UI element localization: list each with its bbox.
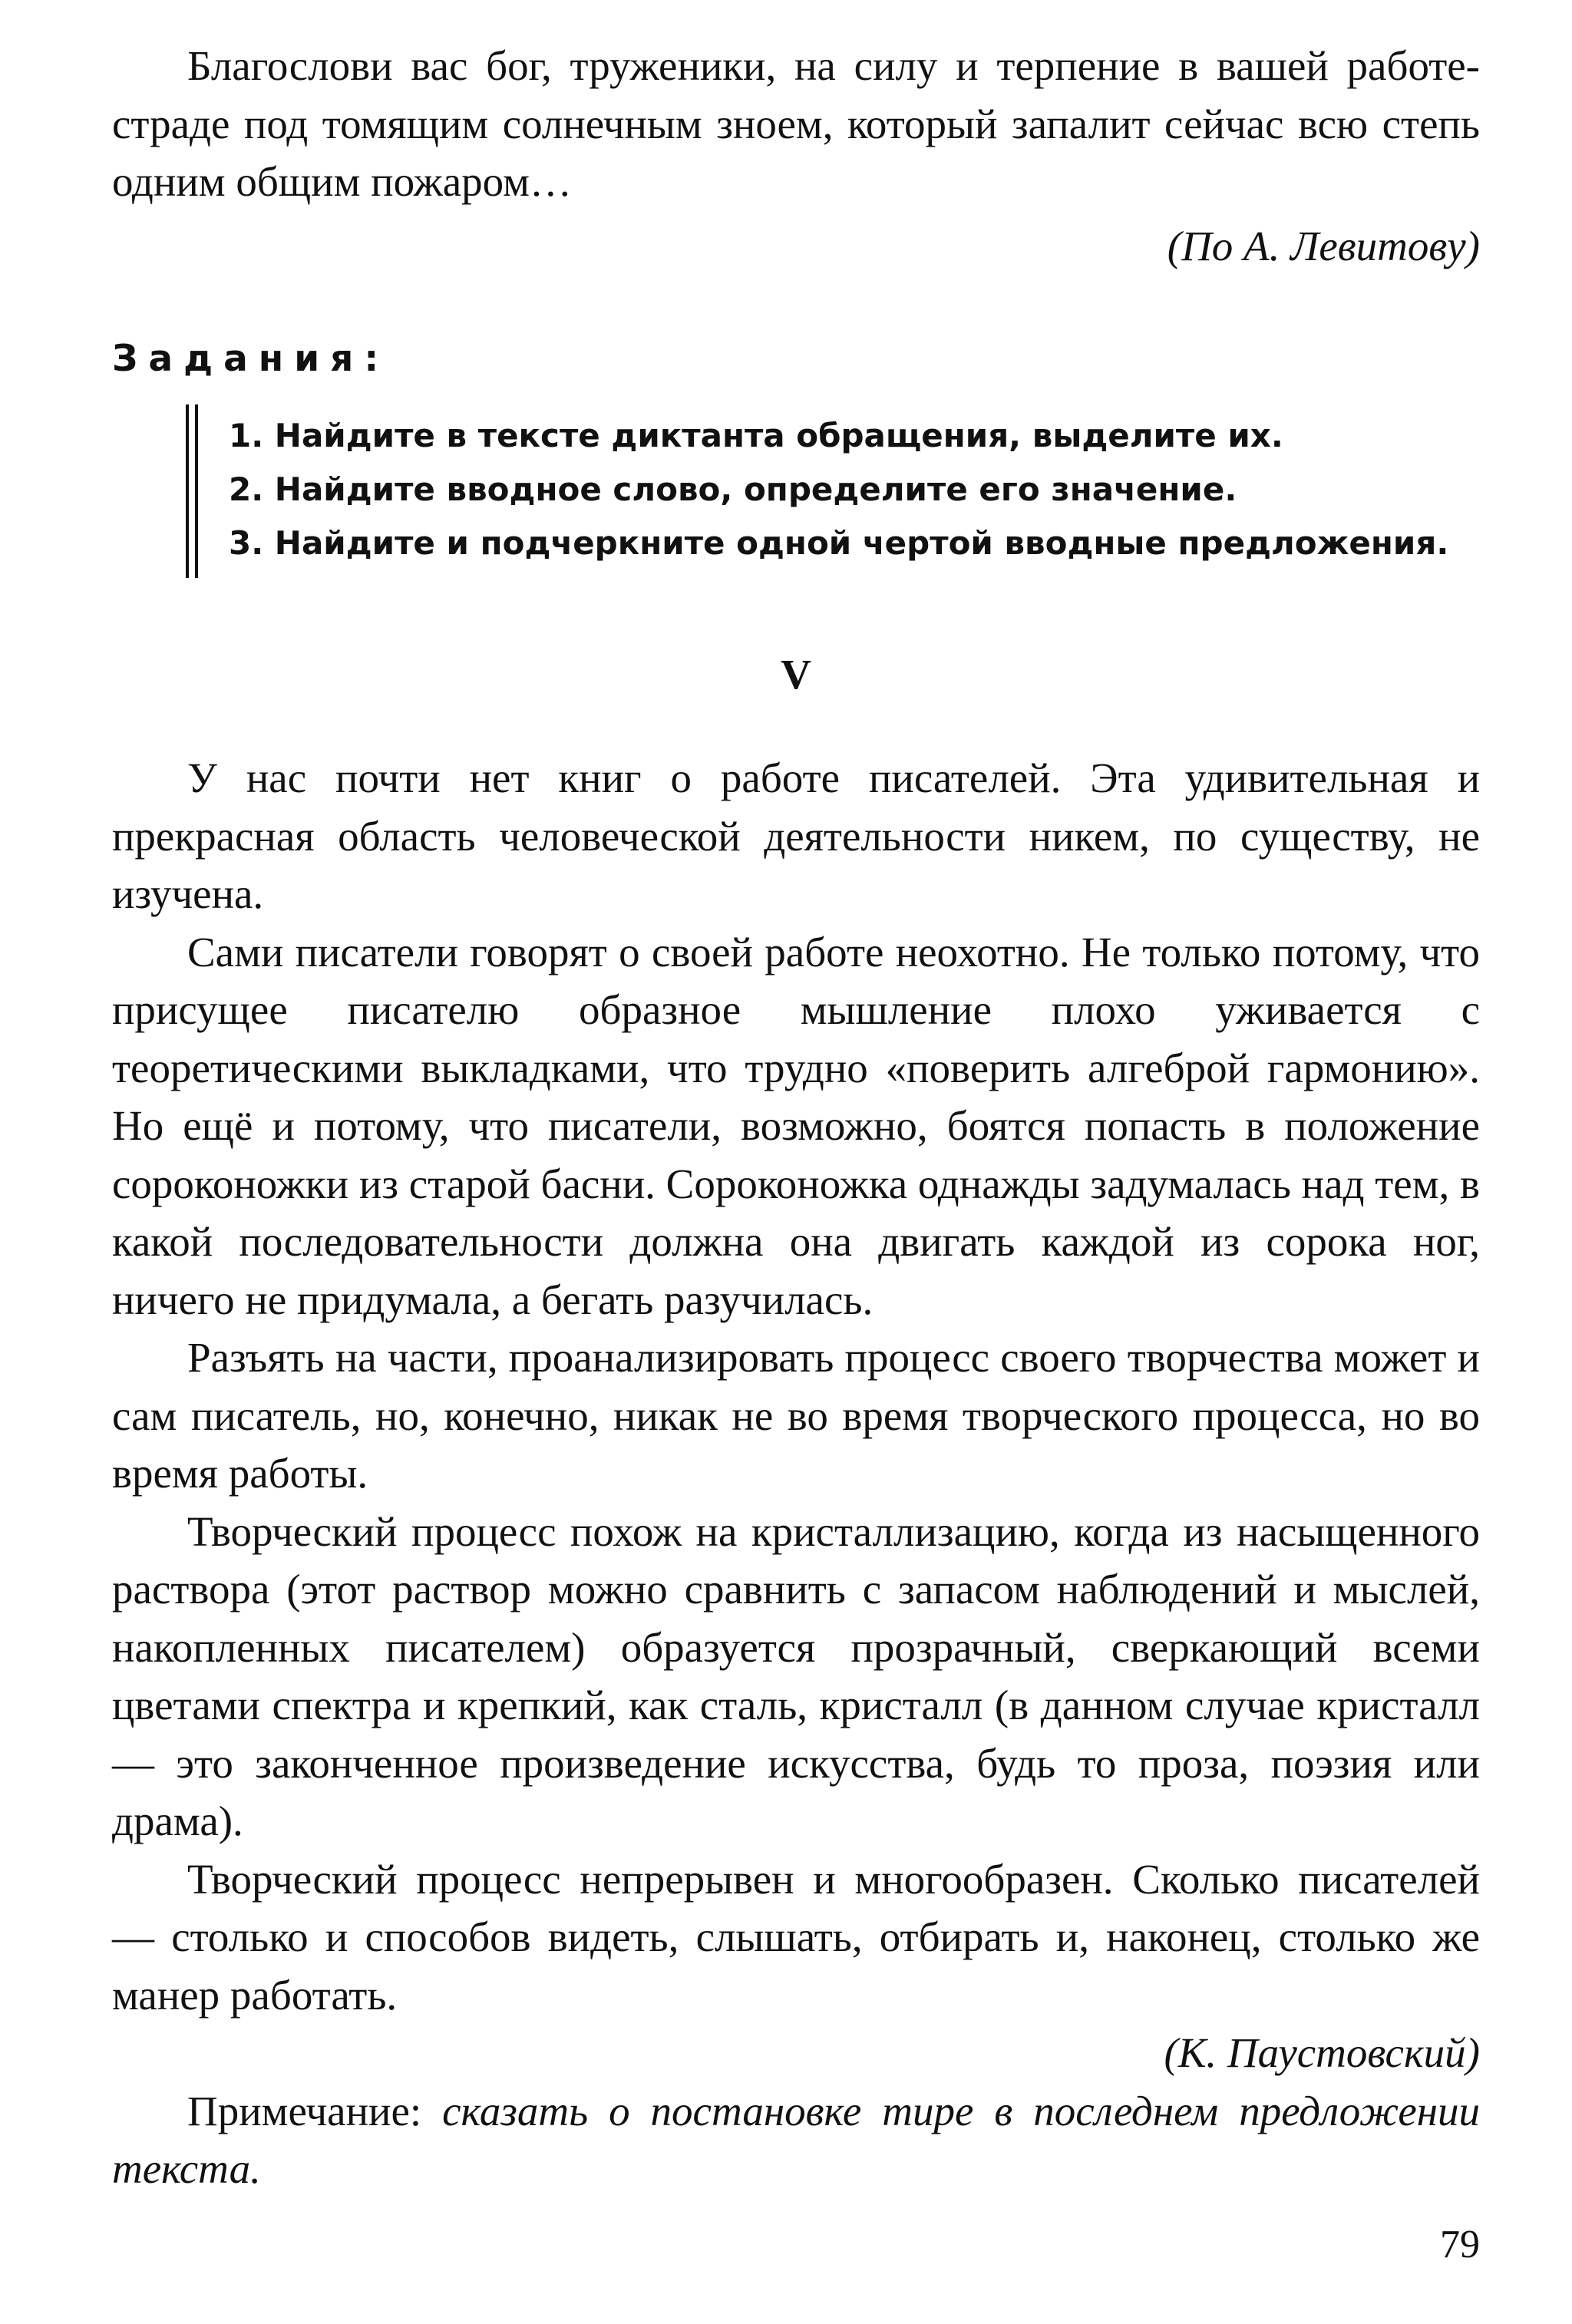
section-attribution: (К. Паустовский) bbox=[1164, 2029, 1480, 2076]
top-passage-attribution: (По А. Левитову) bbox=[1167, 222, 1480, 269]
paragraph: У нас почти нет книг о работе писателей. Эта удивительная и прекрасная область человеческой деятельности никем, по существу, не изучена. bbox=[112, 754, 1480, 917]
note-text: сказать о постановке тире в последнем предложении текста. bbox=[112, 2087, 1481, 2192]
tasks-block bbox=[112, 409, 1480, 578]
paragraph: Сами писатели говорят о своей работе неохотно. Не только потому, что присущее писателю образное мышление плохо уживается с теоретическими выкладками, что трудно «поверить алгеброй гармонию». Но ещё и потому, что писатели, возможно, боятся попасть в положение сороконожки из старой басни. Сороконожка однажды задумалась над тем, в какой последовательности должна она двигать каждой из сорока ног, ничего не придумала, а бегать разучилась. bbox=[112, 928, 1480, 1323]
note-label: Примечание: bbox=[187, 2087, 422, 2134]
paragraph: Разъять на части, проанализировать процесс своего творчества может и сам писатель, но, конечно, никак не во время творческого процесса, но во время работы. bbox=[112, 1334, 1480, 1497]
tasks-double-bar bbox=[186, 404, 198, 578]
section-number: V bbox=[781, 651, 811, 698]
top-passage-text: Благослови вас бог, труженики, на силу и терпение в вашей работе-страде под томящим солнечным зноем, который запалит сейчас всю степь одним общим пожаром… bbox=[112, 42, 1480, 205]
task-item: 2. Найдите вводное слово, определите его значение. bbox=[229, 470, 1237, 508]
tasks-heading: Задания: bbox=[112, 338, 390, 380]
paragraph: Творческий процесс похож на кристаллизацию, когда из насыщенного раствора (этот раствор можно сравнить с запасом наблюдений и мыслей, накопленных писателем) образуется прозрачный, сверкающий всеми цветами спектра и крепкий, как сталь, кристалл (в данном случае кристалл — это законченное произведение искусства, будь то проза, поэзия или драма). bbox=[112, 1507, 1480, 1844]
task-list bbox=[229, 409, 1448, 578]
task-item: 3. Найдите и подчеркните одной чертой вводные предложения. bbox=[229, 524, 1449, 562]
task-item: 1. Найдите в тексте диктанта обращения, выделите их. bbox=[229, 417, 1283, 454]
page-number: 79 bbox=[1440, 2223, 1480, 2266]
section-body bbox=[112, 749, 1480, 2198]
note bbox=[112, 2082, 1480, 2198]
paragraph: Творческий процесс непрерывен и многообразен. Сколько писателей — столько и способов видеть, слышать, отбирать и, наконец, столько же манер работать. bbox=[112, 1855, 1480, 2019]
